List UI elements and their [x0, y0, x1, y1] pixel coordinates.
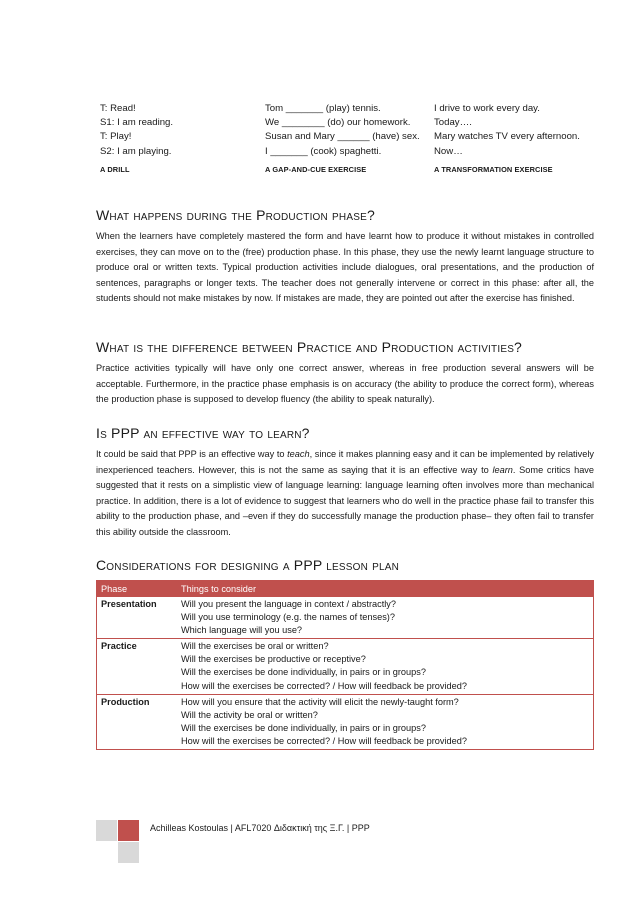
consideration-item: Will the exercises be done individually, in pairs or in groups?: [181, 667, 426, 678]
example-line: I _______ (cook) spaghetti.: [265, 145, 382, 157]
consideration-item: Will the exercises be done individually, in pairs or in groups?: [181, 722, 426, 733]
section-paragraph: It could be said that PPP is an effective way to teach, since it makes planning easy and it can be implemented by relatively inexperienced teachers. However, this is not the same as saying that it is an effective way to learn. Some critics have suggested that it rests on a simplistic view of language learning: language learning often involves more than mechanical practice. In addition, there is a lot of evidence to suggest that learners who do well in the practice phase fail to transfer this ability to the production phase, and –even if they do successfully manage the production phase– they often fail to transfer this ability outside the classroom.: [96, 449, 595, 537]
example-line: I drive to work every day.: [434, 103, 540, 114]
consideration-item: How will you ensure that the activity will elicit the newly-taught form?: [181, 696, 459, 707]
section-heading: What is the difference between Practice and Production activities?: [96, 339, 523, 355]
footer-square-grey: [118, 842, 139, 863]
section-paragraph: When the learners have completely mastered the form and have learnt how to produce it without mistakes in controlled exercises, they can move on to the (free) production phase. In this phase, they use the newly learnt language structure to produce oral or written texts. Typical production activities include dialogues, oral presentations, and the production of sentences, paragraphs or longer texts. The teacher does not generally intervene or correct in this phase: after all, the students should not make mistakes by now. If mistakes are made, they are pointed out after the exercise has finished.: [96, 231, 594, 304]
section-lesson-plan-considerations: [96, 556, 594, 574]
considerations-cell: [177, 639, 594, 694]
consideration-item: Will you use terminology (e.g. the names of tenses)?: [181, 612, 395, 623]
example-line: We ________ (do) our homework.: [265, 117, 411, 129]
example-line: Today….: [434, 117, 472, 129]
section-paragraph: Practice activities typically will have only one correct answer, whereas in free production several answers will be acceptable. Furthermore, in the practice phase emphasis is on accuracy (the ability to produce the correct form), whereas the production phase is supposed to develop fluency (the ability to speak naturally).: [96, 363, 594, 405]
transformation-example: [434, 102, 580, 177]
table-header-things: Things to consider: [177, 581, 594, 598]
table-row: [97, 639, 594, 694]
example-line: T: Play!: [100, 131, 132, 143]
table-row: [97, 597, 594, 639]
considerations-cell: [177, 597, 594, 639]
considerations-table: [96, 580, 594, 750]
example-line: Tom _______ (play) tennis.: [265, 103, 381, 114]
example-line: T: Read!: [100, 103, 136, 114]
example-line: S2: I am playing.: [100, 145, 172, 157]
table-header-phase: Phase: [97, 581, 178, 598]
section-heading: Considerations for designing a PPP lesson plan: [96, 557, 400, 573]
example-line: Now…: [434, 145, 463, 157]
example-line: S1: I am reading.: [100, 117, 174, 129]
section-production-phase: [96, 206, 594, 307]
phase-cell: Presentation: [97, 597, 178, 639]
example-caption: A DRILL: [100, 164, 130, 174]
consideration-item: How will the exercises be corrected? / How will feedback be provided?: [181, 680, 467, 691]
consideration-item: Will the activity be oral or written?: [181, 709, 318, 720]
footer-square-grey: [96, 820, 117, 841]
phase-cell: Production: [97, 694, 178, 749]
section-heading: Is PPP an effective way to learn?: [96, 425, 310, 441]
drill-example: [100, 102, 173, 177]
gap-and-cue-example: [265, 102, 420, 177]
consideration-item: Which language will you use?: [181, 625, 303, 636]
considerations-cell: [177, 694, 594, 749]
consideration-item: Will the exercises be productive or receptive?: [181, 654, 366, 665]
footer-text: Achilleas Kostoulas | AFL7020 Διδακτική της Ξ.Γ. | PPP: [150, 823, 370, 833]
example-line: Mary watches TV every afternoon.: [434, 131, 580, 143]
section-practice-vs-production: [96, 338, 594, 408]
section-heading: What happens during the Production phase?: [96, 207, 375, 223]
consideration-item: Will you present the language in context / abstractly?: [181, 599, 397, 609]
consideration-item: Will the exercises be oral or written?: [181, 641, 329, 652]
table-header-row: [97, 581, 594, 598]
phase-cell: Practice: [97, 639, 178, 694]
footer-square-red: [118, 820, 139, 841]
example-caption: A TRANSFORMATION EXERCISE: [434, 164, 553, 174]
example-caption: A GAP-AND-CUE EXERCISE: [265, 164, 367, 174]
consideration-item: How will the exercises be corrected? / How will feedback be provided?: [181, 735, 467, 746]
example-line: Susan and Mary ______ (have) sex.: [265, 131, 420, 143]
table-row: [97, 694, 594, 749]
section-ppp-effectiveness: [96, 424, 594, 541]
